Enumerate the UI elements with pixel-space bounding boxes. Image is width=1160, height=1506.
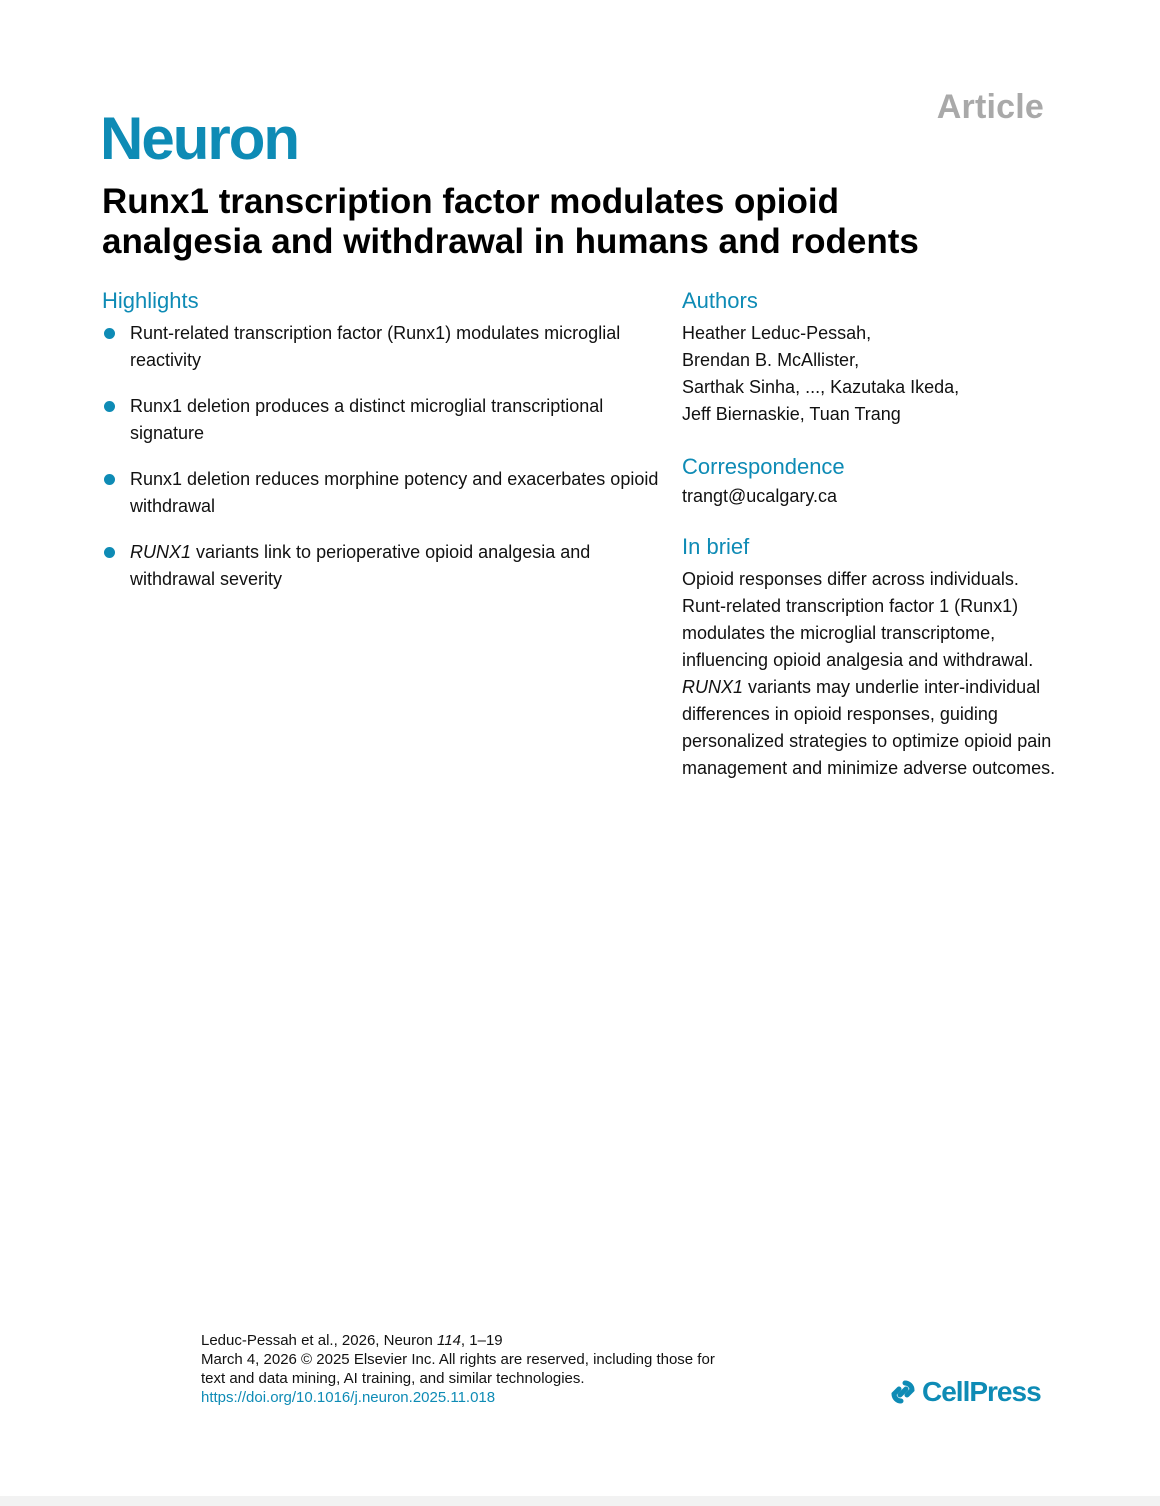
- journal-logo: Neuron: [100, 105, 298, 172]
- title-line-2: analgesia and withdrawal in humans and rodents: [102, 222, 919, 261]
- citation-authors: Leduc-Pessah et al., 2026, Neuron: [201, 1332, 437, 1349]
- article-type-label: Article: [936, 88, 1044, 126]
- doi-link[interactable]: https://doi.org/10.1016/j.neuron.2025.11.018: [201, 1389, 496, 1406]
- in-brief-part2: variants may underlie inter-individual differences in opioid responses, guiding personalized strategies to optimize opioid pain management and minimize adverse outcomes.: [682, 677, 1056, 778]
- citation-line: [201, 1331, 821, 1350]
- cellpress-logo: [888, 1376, 1041, 1408]
- author-line: Sarthak Sinha, ..., Kazutaka Ikeda,: [682, 377, 960, 397]
- highlight-item: [104, 466, 674, 520]
- copyright-line: March 4, 2026 © 2025 Elsevier Inc. All rights are reserved, including those for: [201, 1351, 715, 1368]
- in-brief-part1: Opioid responses differ across individuals. Runt-related transcription factor 1 (Runx1) modulates the microglial transcriptome, influencing opioid analgesia and withdrawal.: [682, 569, 1034, 670]
- gene-name: RUNX1: [130, 542, 192, 562]
- highlight-item: [104, 539, 674, 593]
- bullet-icon: [104, 547, 115, 558]
- highlight-text-rest: variants link to perioperative opioid analgesia and withdrawal severity: [130, 542, 591, 589]
- bullet-icon: [104, 328, 115, 339]
- author-line: Brendan B. McAllister,: [682, 350, 860, 370]
- highlight-text: [130, 542, 590, 589]
- bullet-icon: [104, 401, 115, 412]
- correspondence-email[interactable]: trangt@ucalgary.ca: [682, 486, 838, 506]
- highlight-text: Runx1 deletion reduces morphine potency and exacerbates opioid withdrawal: [130, 469, 659, 516]
- highlight-text: Runx1 deletion produces a distinct microglial transcriptional signature: [130, 396, 604, 443]
- highlight-text: Runt-related transcription factor (Runx1) modulates microglial reactivity: [130, 323, 621, 370]
- paper-title: [102, 182, 1062, 262]
- highlight-item: [104, 393, 674, 447]
- author-line: Heather Leduc-Pessah,: [682, 323, 872, 343]
- citation-pages: , 1–19: [460, 1332, 503, 1349]
- cellpress-icon: [888, 1377, 918, 1407]
- authors-heading: Authors: [682, 288, 758, 313]
- title-line-1: Runx1 transcription factor modulates opioid: [102, 182, 840, 221]
- copyright-line-2: text and data mining, AI training, and similar technologies.: [201, 1370, 585, 1387]
- in-brief-text: [682, 566, 1062, 782]
- bullet-icon: [104, 474, 115, 485]
- highlight-item: [104, 320, 674, 374]
- citation-volume: 114: [437, 1332, 461, 1349]
- citation-footer: [201, 1331, 821, 1407]
- correspondence-heading: Correspondence: [682, 454, 845, 479]
- cellpress-wordmark: CellPress: [922, 1376, 1041, 1407]
- highlights-heading: Highlights: [102, 288, 199, 313]
- author-line: Jeff Biernaskie, Tuan Trang: [682, 404, 901, 424]
- in-brief-heading: In brief: [682, 534, 750, 559]
- gene-name: RUNX1: [682, 677, 744, 697]
- page-bottom-edge: [0, 1496, 1160, 1506]
- authors-list: [682, 320, 1062, 428]
- highlights-list: [104, 320, 674, 612]
